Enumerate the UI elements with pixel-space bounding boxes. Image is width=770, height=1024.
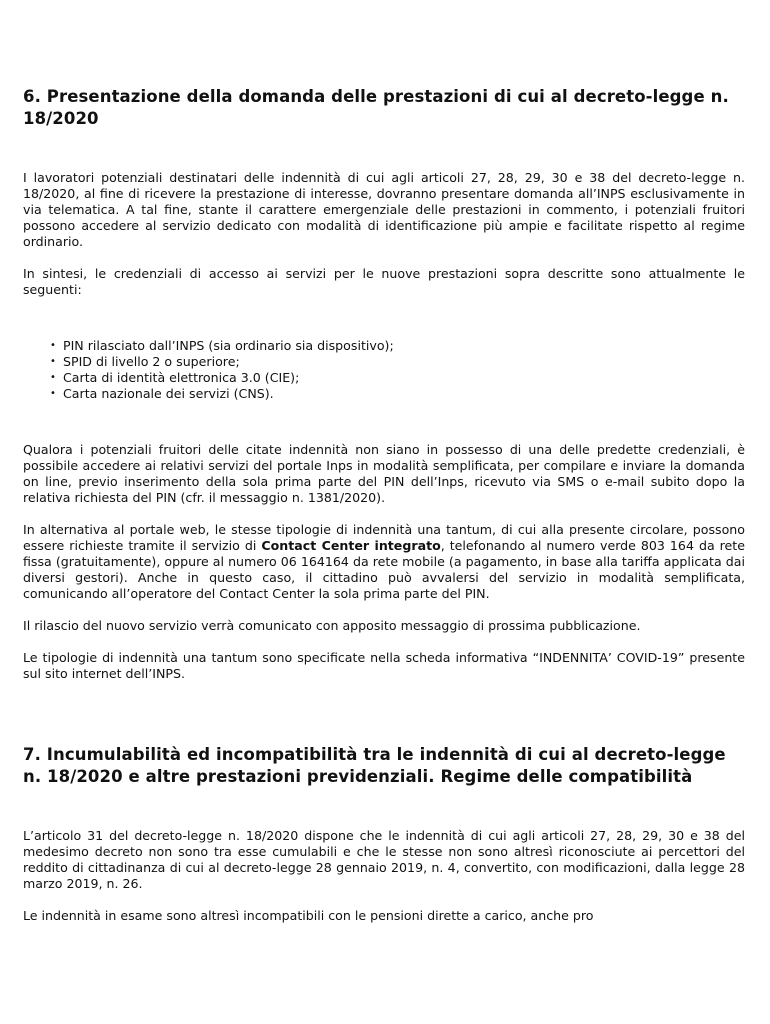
section-7-paragraph-2: Le indennità in esame sono altresì incompatibili con le pensioni dirette a carico, anche pro	[23, 908, 594, 923]
section-6-paragraph-1: I lavoratori potenziali destinatari delle indennità di cui agli articoli 27, 28, 29, 30 e 38 del decreto-legge n. 18/2020, al fine di ricevere la prestazione di interesse, dovranno presentare domanda all’INPS esclusivamente in via telematica. A tal fine, stante il carattere emergenziale delle prestazioni in commento, i potenziali fruitori possono accedere al servizio dedicato con modalità di identificazione più ampie e facilitate rispetto al regime ordinario.	[23, 170, 745, 249]
credential-item: • Carta di identità elettronica 3.0 (CIE);	[63, 370, 745, 386]
para4-text-before: In alternativa al portale web, le stesse tipologie di indennità una tantum, di cui alla presente circolare, possono essere richieste tramite il servizio di	[23, 522, 745, 553]
contact-center-emphasis: Contact Center integrato	[261, 538, 441, 553]
section-6-paragraph-6: Le tipologie di indennità una tantum sono specificate nella scheda informativa “INDENNITA’ COVID-19” presente sul sito internet dell’INPS.	[23, 650, 745, 681]
section-7-heading: 7. Incumulabilità ed incompatibilità tra le indennità di cui al decreto-legge n. 18/2020 e altre prestazioni previdenziali. Regime delle compatibilità	[23, 745, 726, 786]
credential-item: • SPID di livello 2 o superiore;	[63, 354, 745, 370]
para4-text-after: , telefonando al numero verde 803 164 da rete fissa (gratuitamente), oppure al numero 06 164164 da rete mobile (a pagamento, in base alla tariffa applicata dai diversi gestori). Anche in questo caso, il cittadino può avvalersi del servizio in modalità semplificata, comunicando all’operatore del Contact Center la sola prima parte del PIN.	[23, 538, 745, 601]
section-6-paragraph-4	[23, 522, 745, 602]
credential-item: • Carta nazionale dei servizi (CNS).	[63, 386, 745, 402]
credentials-list	[23, 338, 745, 402]
section-6-paragraph-5: Il rilascio del nuovo servizio verrà comunicato con apposito messaggio di prossima pubblicazione.	[23, 618, 641, 633]
section-6-heading: 6. Presentazione della domanda delle prestazioni di cui al decreto-legge n. 18/2020	[23, 87, 729, 128]
document-page	[23, 0, 745, 924]
section-6-paragraph-3: Qualora i potenziali fruitori delle citate indennità non siano in possesso di una delle predette credenziali, è possibile accedere ai relativi servizi del portale Inps in modalità semplificata, per compilare e inviare la domanda on line, previo inserimento della sola prima parte del PIN dell’Inps, ricevuto via SMS o e-mail subito dopo la relativa richiesta del PIN (cfr. il messaggio n. 1381/2020).	[23, 442, 745, 505]
credential-item: • PIN rilasciato dall’INPS (sia ordinario sia dispositivo);	[63, 338, 745, 354]
section-7-paragraph-1: L’articolo 31 del decreto-legge n. 18/2020 dispone che le indennità di cui agli articoli 27, 28, 29, 30 e 38 del medesimo decreto non sono tra esse cumulabili e che le stesse non sono altresì riconosciute ai percettori del reddito di cittadinanza di cui al decreto-legge 28 gennaio 2019, n. 4, convertito, con modificazioni, dalla legge 28 marzo 2019, n. 26.	[23, 828, 745, 891]
section-6-paragraph-2: In sintesi, le credenziali di accesso ai servizi per le nuove prestazioni sopra descritte sono attualmente le seguenti:	[23, 266, 745, 297]
